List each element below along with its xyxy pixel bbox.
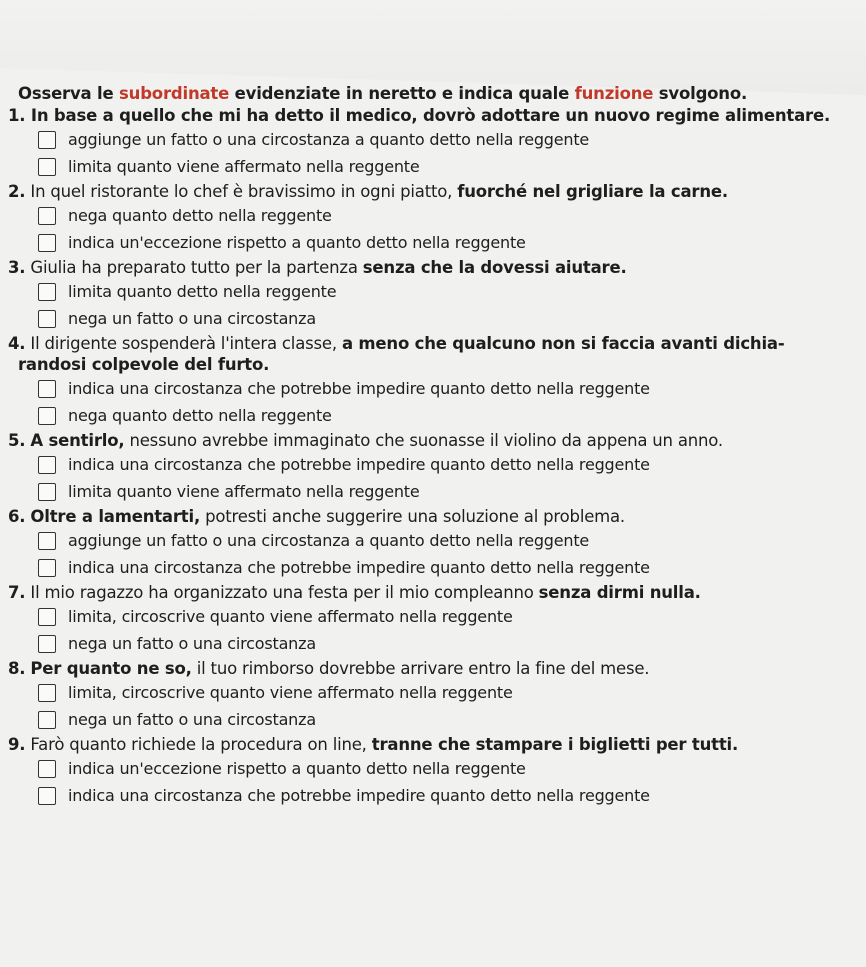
question-number: 5. [8,431,26,450]
question-sentence: nessuno avrebbe immaginato che suonasse il violino da appena un anno. [124,431,723,450]
answer-option[interactable] [38,402,860,429]
checkbox[interactable] [38,407,56,425]
question-text [8,333,860,354]
checkbox[interactable] [38,283,56,301]
checkbox[interactable] [38,456,56,474]
question-sentence: potresti anche suggerire una soluzione al problema. [200,507,625,526]
highlighted-subordinate: senza dirmi nulla. [538,583,701,602]
highlighted-subordinate: fuorché nel grigliare la carne. [457,182,728,201]
option-label: nega quanto detto nella reggente [68,206,332,225]
instruction-text: svolgono. [653,84,748,103]
checkbox[interactable] [38,635,56,653]
highlighted-subordinate: Oltre a lamentarti, [30,507,201,526]
option-label: aggiunge un fatto o una circostanza a quanto detto nella reggente [68,130,590,149]
instruction-highlight-subordinate: subordinate [119,84,230,103]
question-number: 4. [8,334,26,353]
question-number: 3. [8,258,26,277]
highlighted-subordinate: a meno che qualcuno non si faccia avanti dichia- [341,334,785,353]
option-label: limita quanto viene affermato nella reggente [68,482,420,501]
question-2 [8,181,860,256]
highlighted-subordinate: tranne che stampare i biglietti per tutti. [371,735,739,754]
instruction-highlight-funzione: funzione [574,84,654,103]
question-9 [8,734,860,809]
answer-option[interactable] [38,755,860,782]
answer-option[interactable] [38,782,860,809]
question-number: 6. [8,507,26,526]
answer-option[interactable] [38,126,860,153]
question-1 [8,105,860,180]
question-number: 2. [8,182,26,201]
question-number: 9. [8,735,26,754]
question-text [8,257,860,278]
question-7 [8,582,860,657]
option-label: limita quanto viene affermato nella reggente [68,157,420,176]
checkbox[interactable] [38,234,56,252]
checkbox[interactable] [38,483,56,501]
question-number: 7. [8,583,26,602]
answer-option[interactable] [38,202,860,229]
option-label: nega un fatto o una circostanza [68,710,316,729]
option-label: indica una circostanza che potrebbe impedire quanto detto nella reggente [68,379,650,398]
highlighted-subordinate: senza che la dovessi aiutare. [362,258,627,277]
checkbox[interactable] [38,711,56,729]
question-sentence: Farò quanto richiede la procedura on line, [30,735,372,754]
question-text [8,582,860,603]
answer-option[interactable] [38,478,860,505]
checkbox[interactable] [38,310,56,328]
question-text [8,181,860,202]
answer-option[interactable] [38,229,860,256]
highlighted-subordinate: Per quanto ne so, [30,659,192,678]
option-label: aggiunge un fatto o una circostanza a quanto detto nella reggente [68,531,590,550]
answer-option[interactable] [38,679,860,706]
option-label: indica una circostanza che potrebbe impedire quanto detto nella reggente [68,558,650,577]
checkbox[interactable] [38,380,56,398]
question-sentence: In quel ristorante lo chef è bravissimo in ogni piatto, [30,182,458,201]
answer-option[interactable] [38,278,860,305]
checkbox[interactable] [38,207,56,225]
option-label: limita, circoscrive quanto viene affermato nella reggente [68,607,513,626]
checkbox[interactable] [38,608,56,626]
question-text [8,105,860,126]
question-sentence: In base a quello che mi ha detto il medico, dovrò adottare un nuovo regime alimentare. [30,106,831,125]
highlighted-subordinate: A sentirlo, [30,431,125,450]
checkbox[interactable] [38,760,56,778]
option-label: limita, circoscrive quanto viene affermato nella reggente [68,683,513,702]
question-text [8,734,860,755]
question-text-continuation: randosi colpevole del furto. [18,355,270,374]
question-6 [8,506,860,581]
checkbox[interactable] [38,787,56,805]
answer-option[interactable] [38,153,860,180]
instruction-text: Osserva le [18,84,120,103]
answer-option[interactable] [38,630,860,657]
answer-option[interactable] [38,527,860,554]
exercise-instruction [18,83,860,105]
option-label: indica una circostanza che potrebbe impedire quanto detto nella reggente [68,455,650,474]
answer-option[interactable] [38,706,860,733]
question-text [8,658,860,679]
answer-option[interactable] [38,603,860,630]
answer-option[interactable] [38,554,860,581]
option-label: nega un fatto o una circostanza [68,634,316,653]
answer-option[interactable] [38,451,860,478]
question-4 [8,333,860,429]
option-label: nega un fatto o una circostanza [68,309,316,328]
answer-option[interactable] [38,375,860,402]
question-3 [8,257,860,332]
checkbox[interactable] [38,131,56,149]
question-sentence: il tuo rimborso dovrebbe arrivare entro la fine del mese. [191,659,650,678]
question-sentence: Giulia ha preparato tutto per la partenza [30,258,363,277]
option-label: indica un'eccezione rispetto a quanto detto nella reggente [68,759,526,778]
question-text [8,430,860,451]
question-8 [8,658,860,733]
option-label: indica un'eccezione rispetto a quanto detto nella reggente [68,233,526,252]
option-label: limita quanto detto nella reggente [68,282,337,301]
checkbox[interactable] [38,684,56,702]
instruction-text: evidenziate in neretto e indica quale [229,84,575,103]
option-label: indica una circostanza che potrebbe impedire quanto detto nella reggente [68,786,650,805]
question-number: 8. [8,659,26,678]
question-sentence: Il mio ragazzo ha organizzato una festa per il mio compleanno [30,583,539,602]
checkbox[interactable] [38,559,56,577]
question-5 [8,430,860,505]
exercise-content [8,83,860,810]
checkbox[interactable] [38,532,56,550]
question-sentence: Il dirigente sospenderà l'intera classe, [30,334,342,353]
answer-option[interactable] [38,305,860,332]
question-text [8,506,860,527]
checkbox[interactable] [38,158,56,176]
question-number: 1. [8,106,26,125]
option-label: nega quanto detto nella reggente [68,406,332,425]
